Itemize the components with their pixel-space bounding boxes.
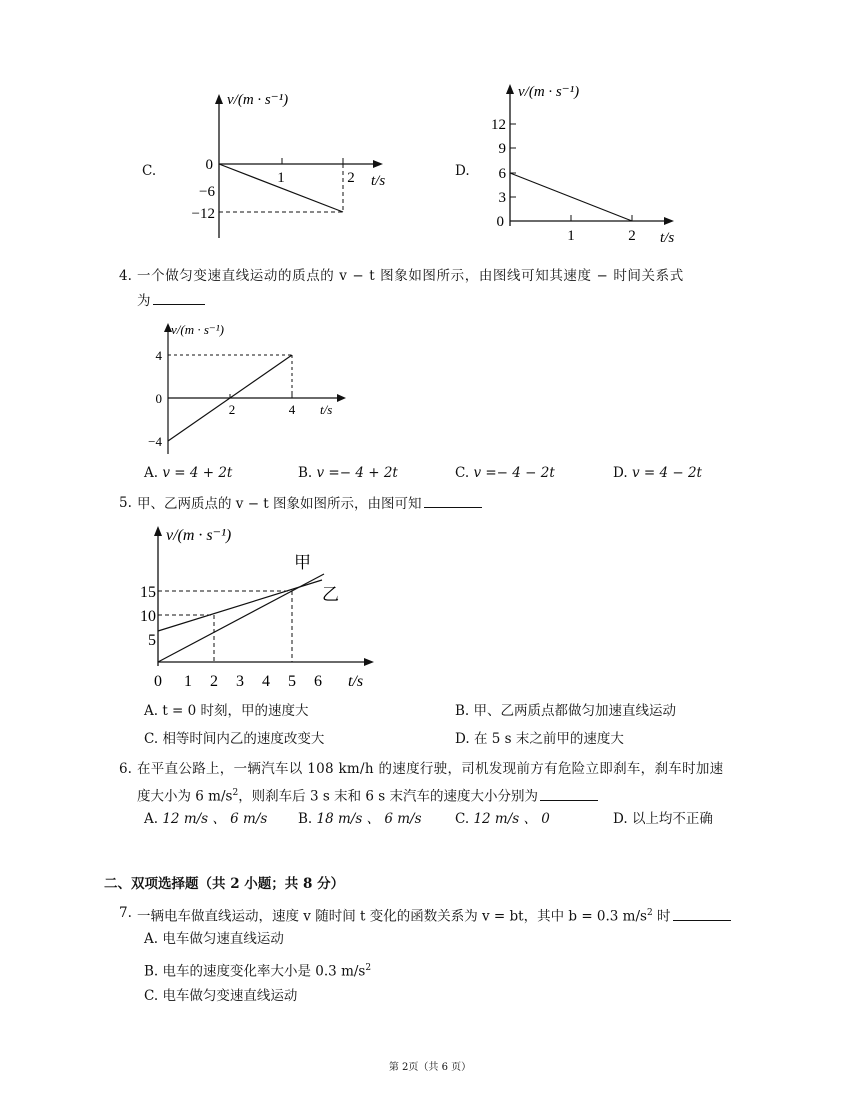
y-tick-label: 0 xyxy=(155,391,162,406)
q7-option-c[interactable] xyxy=(144,986,297,1006)
y-tick-label: 10 xyxy=(140,608,156,625)
y-tick-label: 0 xyxy=(205,157,213,173)
x-tick-label: 1 xyxy=(277,170,285,186)
y-tick-label: −6 xyxy=(199,184,215,200)
option-label: A. xyxy=(144,465,159,481)
x-tick-label: 1 xyxy=(184,673,192,690)
question-7-number: 7. xyxy=(119,905,132,921)
x-tick-label: 2 xyxy=(228,402,236,417)
option-label: B. xyxy=(298,465,313,481)
option-label: C. xyxy=(455,465,470,481)
option-text: v = 4 + 2t xyxy=(162,465,233,481)
q5-option-c[interactable] xyxy=(144,729,324,749)
page-footer: 第 2页（共 6 页） xyxy=(388,1062,472,1073)
x-tick-label: 5 xyxy=(288,673,296,690)
option-text: v =− 4 + 2t xyxy=(316,465,398,481)
y-tick-label: 12 xyxy=(491,117,506,133)
q6-option-a[interactable] xyxy=(144,809,267,829)
option-text: 电车做匀变速直线运动 xyxy=(162,988,298,1004)
x-tick-label: 6 xyxy=(314,673,322,690)
y-tick-label: 9 xyxy=(498,141,506,157)
superscript: 2 xyxy=(365,963,372,973)
q5-graph xyxy=(136,520,386,696)
superscript: 2 xyxy=(646,908,653,918)
q7-option-a[interactable] xyxy=(144,929,284,949)
answer-blank xyxy=(673,906,731,921)
series-line xyxy=(510,173,632,221)
y-axis-label: v/(m · s⁻¹) xyxy=(171,322,224,337)
q5-option-b[interactable] xyxy=(455,701,676,721)
y-tick-label: 0 xyxy=(496,214,504,230)
option-text: 相等时间内乙的速度改变大 xyxy=(162,731,325,747)
option-text: 电车的速度变化率大小是 0.3 m/s xyxy=(162,963,366,980)
y-axis-label: v/(m · s⁻¹) xyxy=(227,92,289,108)
option-d-label: D. xyxy=(455,163,470,179)
option-text: 在 5 s 末之前甲的速度大 xyxy=(473,731,624,747)
question-6-number: 6. xyxy=(119,761,132,777)
option-label: C. xyxy=(144,988,159,1004)
option-c-label: C. xyxy=(142,163,157,179)
x-axis-label: t/s xyxy=(348,673,364,690)
q4-option-d[interactable] xyxy=(613,463,702,483)
x-tick-label: 2 xyxy=(347,170,355,186)
question-4-stem-word: 为 xyxy=(137,293,151,309)
option-label: A. xyxy=(144,931,159,947)
answer-blank xyxy=(424,493,482,508)
option-text: 以上均不正确 xyxy=(631,811,713,827)
superscript: 2 xyxy=(232,788,239,798)
y-tick-label: 3 xyxy=(498,190,506,206)
q6-option-b[interactable] xyxy=(298,809,422,829)
q3-graph-c xyxy=(185,88,395,240)
question-4-number: 4. xyxy=(119,268,132,284)
y-tick-label: 6 xyxy=(498,166,506,182)
option-label: C. xyxy=(144,731,159,747)
question-4-stem: 一个做匀变速直线运动的质点的 v − t 图象如图所示，由图线可知其速度 − 时间关系式 xyxy=(137,268,684,284)
q5-option-a[interactable] xyxy=(144,701,309,721)
series-yi-label: 乙 xyxy=(322,585,339,604)
stem-text: ，则刹车后 3 s 末和 6 s 末汽车的速度大小分别为 xyxy=(238,788,538,805)
q3-graph-d xyxy=(480,78,690,248)
question-4-stem-line2 xyxy=(137,290,205,311)
x-tick-label: 0 xyxy=(154,673,162,690)
option-label: B. xyxy=(144,963,159,980)
q4-option-c[interactable] xyxy=(455,463,555,483)
q4-option-b[interactable] xyxy=(298,463,398,483)
y-tick-label: 5 xyxy=(148,632,156,649)
option-text: v =− 4 − 2t xyxy=(473,465,555,481)
y-tick-label: −12 xyxy=(191,206,215,222)
series-yi-line xyxy=(158,580,322,631)
x-tick-label: 4 xyxy=(262,673,270,690)
option-text: 12 m/s 、 6 m/s xyxy=(162,811,268,827)
q4-graph xyxy=(140,318,360,458)
q4-option-a[interactable] xyxy=(144,463,232,483)
stem-text: 度大小为 6 m/s xyxy=(137,788,233,805)
option-label: B. xyxy=(455,703,470,719)
option-text: t = 0 时刻，甲的速度大 xyxy=(162,703,309,719)
x-tick-label: 3 xyxy=(236,673,244,690)
option-label: D. xyxy=(613,811,628,827)
option-label: D. xyxy=(455,731,470,747)
question-5-stem-line xyxy=(137,493,482,514)
option-label: D. xyxy=(613,465,628,481)
x-tick-label: 1 xyxy=(567,228,575,244)
option-text: 18 m/s 、 6 m/s xyxy=(316,811,422,827)
option-text: 电车做匀速直线运动 xyxy=(162,931,284,947)
y-tick-label: 4 xyxy=(155,348,162,363)
option-text: 12 m/s 、 0 xyxy=(473,811,550,827)
q6-option-c[interactable] xyxy=(455,809,550,829)
option-text: v = 4 − 2t xyxy=(631,465,702,481)
x-tick-label: 2 xyxy=(628,228,636,244)
y-axis-label: v/(m · s⁻¹) xyxy=(518,84,580,100)
q7-option-b[interactable] xyxy=(144,958,371,982)
option-text: 甲、乙两质点都做匀加速直线运动 xyxy=(473,703,677,719)
answer-blank xyxy=(540,786,598,801)
x-axis-label: t/s xyxy=(320,402,333,417)
question-5-stem: 甲、乙两质点的 v − t 图象如图所示，由图可知 xyxy=(137,496,422,512)
option-label: C. xyxy=(455,811,470,827)
q6-option-d[interactable] xyxy=(613,809,713,829)
x-axis-label: t/s xyxy=(371,173,386,189)
section-heading: 二、双项选择题（共 2 小题；共 8 分） xyxy=(104,876,345,892)
stem-text: 一辆电车做直线运动，速度 v 随时间 t 变化的函数关系为 v = bt，其中 b = 0.3 m/s xyxy=(137,908,647,925)
option-label: A. xyxy=(144,703,159,719)
x-tick-label: 2 xyxy=(210,673,218,690)
y-axis-label: v/(m · s⁻¹) xyxy=(166,527,232,544)
q5-option-d[interactable] xyxy=(455,729,624,749)
answer-blank xyxy=(153,290,205,305)
series-jia-label: 甲 xyxy=(294,553,311,572)
option-label: B. xyxy=(298,811,313,827)
x-axis-label: t/s xyxy=(660,230,675,246)
stem-text: 时 xyxy=(652,908,671,925)
question-7-stem-line xyxy=(137,903,731,927)
option-label: A. xyxy=(144,811,159,827)
x-tick-label: 4 xyxy=(288,402,296,417)
y-tick-label: −4 xyxy=(148,434,162,449)
question-6-stem-line2 xyxy=(137,783,598,807)
question-6-stem: 在平直公路上，一辆汽车以 108 km/h 的速度行驶，司机发现前方有危险立即刹车，刹车时加速 xyxy=(137,761,724,777)
question-5-number: 5. xyxy=(119,495,132,511)
y-tick-label: 15 xyxy=(140,584,156,601)
